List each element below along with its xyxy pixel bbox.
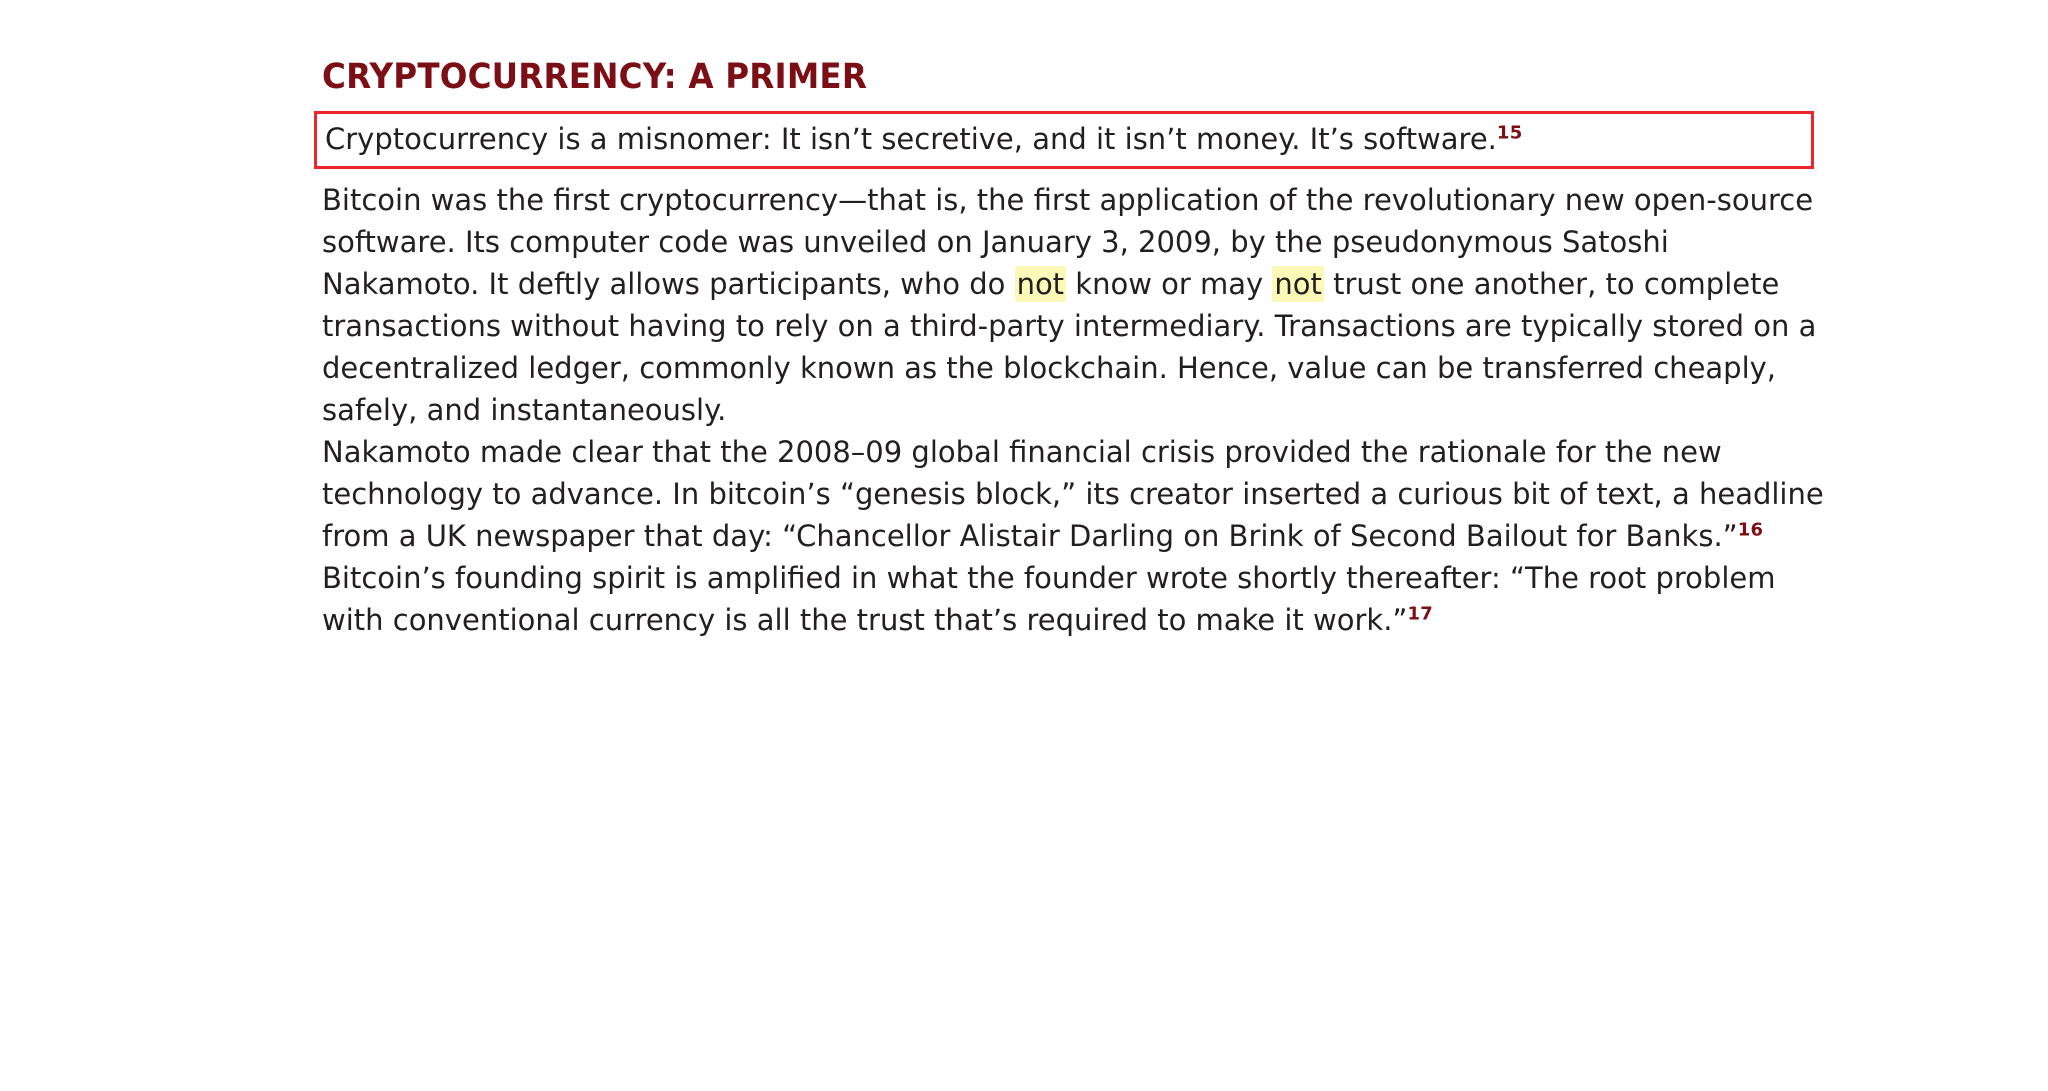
page-content	[322, 58, 1832, 641]
body-paragraph-1	[322, 179, 1832, 431]
lede-text: Cryptocurrency is a misnomer: It isn’t secretive, and it isn’t money. It’s software.	[325, 121, 1497, 156]
paragraph-text: Nakamoto made clear that the 2008–09 global financial crisis provided the rationale for the new technology to advance. In bitcoin’s “genesis block,” its creator inserted a curious bit of text, a headline from a UK newspaper that day: “Chancellor Alistair Darling on Brink of Second Bailout for Banks.”	[322, 435, 1824, 554]
highlighted-lede-box	[314, 111, 1814, 169]
highlighted-word: not	[1016, 266, 1065, 301]
lede-paragraph	[325, 120, 1803, 158]
paragraph-text: Bitcoin’s founding spirit is amplified in what the founder wrote shortly thereafter: “The root problem with conventional currency is all the trust that’s required to make it work.”	[322, 561, 1776, 638]
paragraph-text: trust one another, to complete transactions without having to rely on a third-party intermediary. Transactions are typically stored on a decentralized ledger, commonly known as the blockchain. Hence, value can be transferred cheaply, safely, and instantaneously.	[322, 266, 1817, 427]
section-heading: CRYPTOCURRENCY: A PRIMER	[322, 57, 868, 97]
paragraph-text: know or may	[1066, 266, 1273, 301]
paragraph-text: Bitcoin was the first cryptocurrency—that is, the first application of the revolutionary new open-source software. Its computer code was unveiled on January 3, 2009, by the pseudonymous Satoshi Nakamoto. It deftly allows participants, who do	[322, 182, 1814, 301]
footnote-marker-17: 17	[1407, 603, 1434, 625]
body-paragraph-2	[322, 431, 1832, 641]
highlighted-word: not	[1274, 266, 1322, 301]
footnote-marker-16: 16	[1737, 519, 1764, 541]
footnote-marker-15: 15	[1496, 121, 1523, 143]
